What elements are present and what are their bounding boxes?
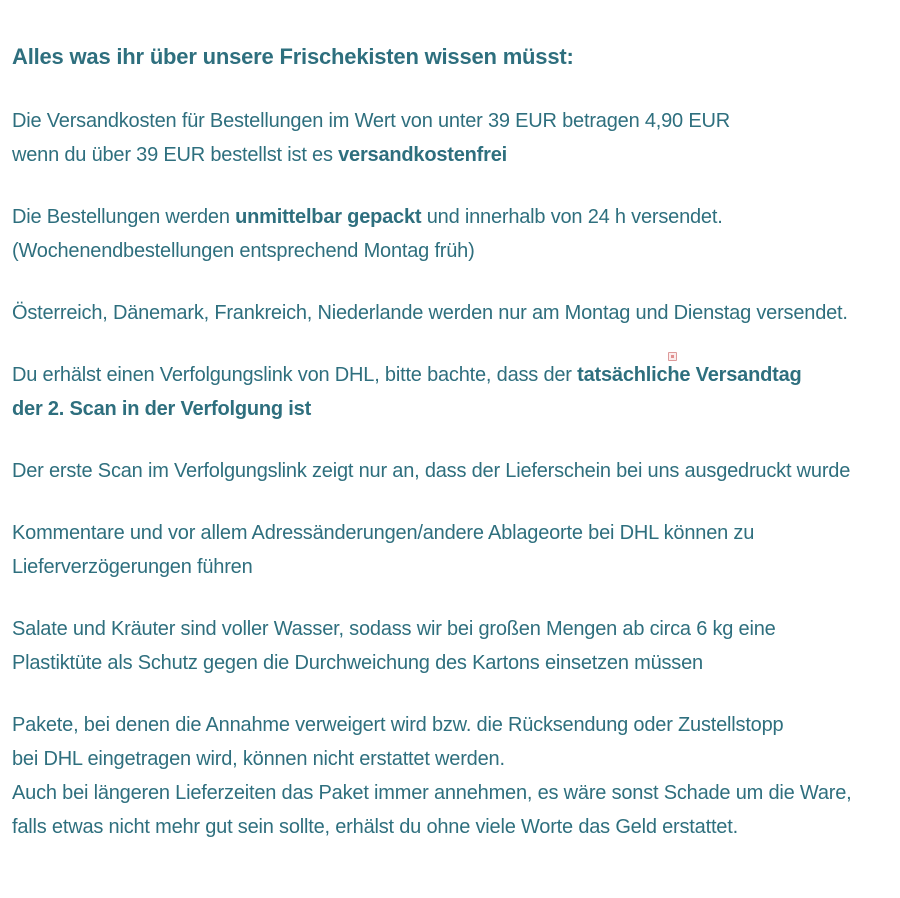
text-line (12, 138, 888, 172)
text-segment: Auch bei längeren Lieferzeiten das Paket immer annehmen, es wäre sonst Schade um die Ware, (12, 782, 852, 804)
text-line (12, 776, 888, 810)
text-segment: Die Versandkosten für Bestellungen im Wert von unter 39 EUR betragen 4,90 EUR (12, 110, 730, 132)
paragraph (12, 516, 888, 584)
text-line (12, 612, 888, 646)
paragraph (12, 200, 888, 268)
text-segment-bold: tatsächliche Versandtag (577, 364, 802, 386)
text-line (12, 454, 888, 488)
text-line (12, 708, 888, 742)
text-segment: Österreich, Dänemark, Frankreich, Niederlande werden nur am Montag und Dienstag versendet. (12, 302, 848, 324)
paragraph (12, 612, 888, 680)
text-segment: falls etwas nicht mehr gut sein sollte, erhälst du ohne viele Worte das Geld erstattet. (12, 816, 738, 838)
paragraph (12, 454, 888, 488)
text-segment: Pakete, bei denen die Annahme verweigert wird bzw. die Rücksendung oder Zustellstopp (12, 714, 784, 736)
text-segment: Salate und Kräuter sind voller Wasser, sodass wir bei großen Mengen ab circa 6 kg eine (12, 618, 776, 640)
text-segment: bei DHL eingetragen wird, können nicht erstattet werden. (12, 748, 505, 770)
text-line (12, 200, 888, 234)
paragraph (12, 708, 888, 844)
text-segment-bold: unmittelbar gepackt (235, 206, 422, 228)
text-line (12, 742, 888, 776)
paragraph (12, 104, 888, 172)
text-line (12, 104, 888, 138)
text-segment: Der erste Scan im Verfolgungslink zeigt nur an, dass der Lieferschein bei uns ausgedruckt wurde (12, 460, 851, 482)
text-line (12, 296, 888, 330)
paragraph (12, 358, 888, 426)
text-line (12, 810, 888, 844)
text-line (12, 392, 888, 426)
text-segment: und innerhalb von 24 h versendet. (421, 206, 723, 228)
text-segment-bold: versandkostenfrei (338, 144, 508, 166)
text-segment: Lieferverzögerungen führen (12, 556, 253, 578)
content (12, 104, 888, 844)
text-line (12, 516, 888, 550)
text-segment: Plastiktüte als Schutz gegen die Durchweichung des Kartons einsetzen müssen (12, 652, 703, 674)
paragraph (12, 296, 888, 330)
text-line (12, 646, 888, 680)
text-segment-bold: der 2. Scan in der Verfolgung ist (12, 398, 312, 420)
text-segment: wenn du über 39 EUR bestellst ist es (12, 144, 339, 166)
text-segment: Du erhälst einen Verfolgungslink von DHL, bitte bachte, dass der (12, 364, 578, 386)
text-segment: (Wochenendbestellungen entsprechend Montag früh) (12, 240, 475, 262)
text-segment: Die Bestellungen werden (12, 206, 236, 228)
text-segment: Kommentare und vor allem Adressänderungen/andere Ablageorte bei DHL können zu (12, 522, 755, 544)
text-line (12, 358, 888, 392)
text-line (12, 234, 888, 268)
text-line (12, 550, 888, 584)
broken-image-icon (668, 352, 677, 361)
page-title: Alles was ihr über unsere Frischekisten wissen müsst: (12, 44, 574, 69)
